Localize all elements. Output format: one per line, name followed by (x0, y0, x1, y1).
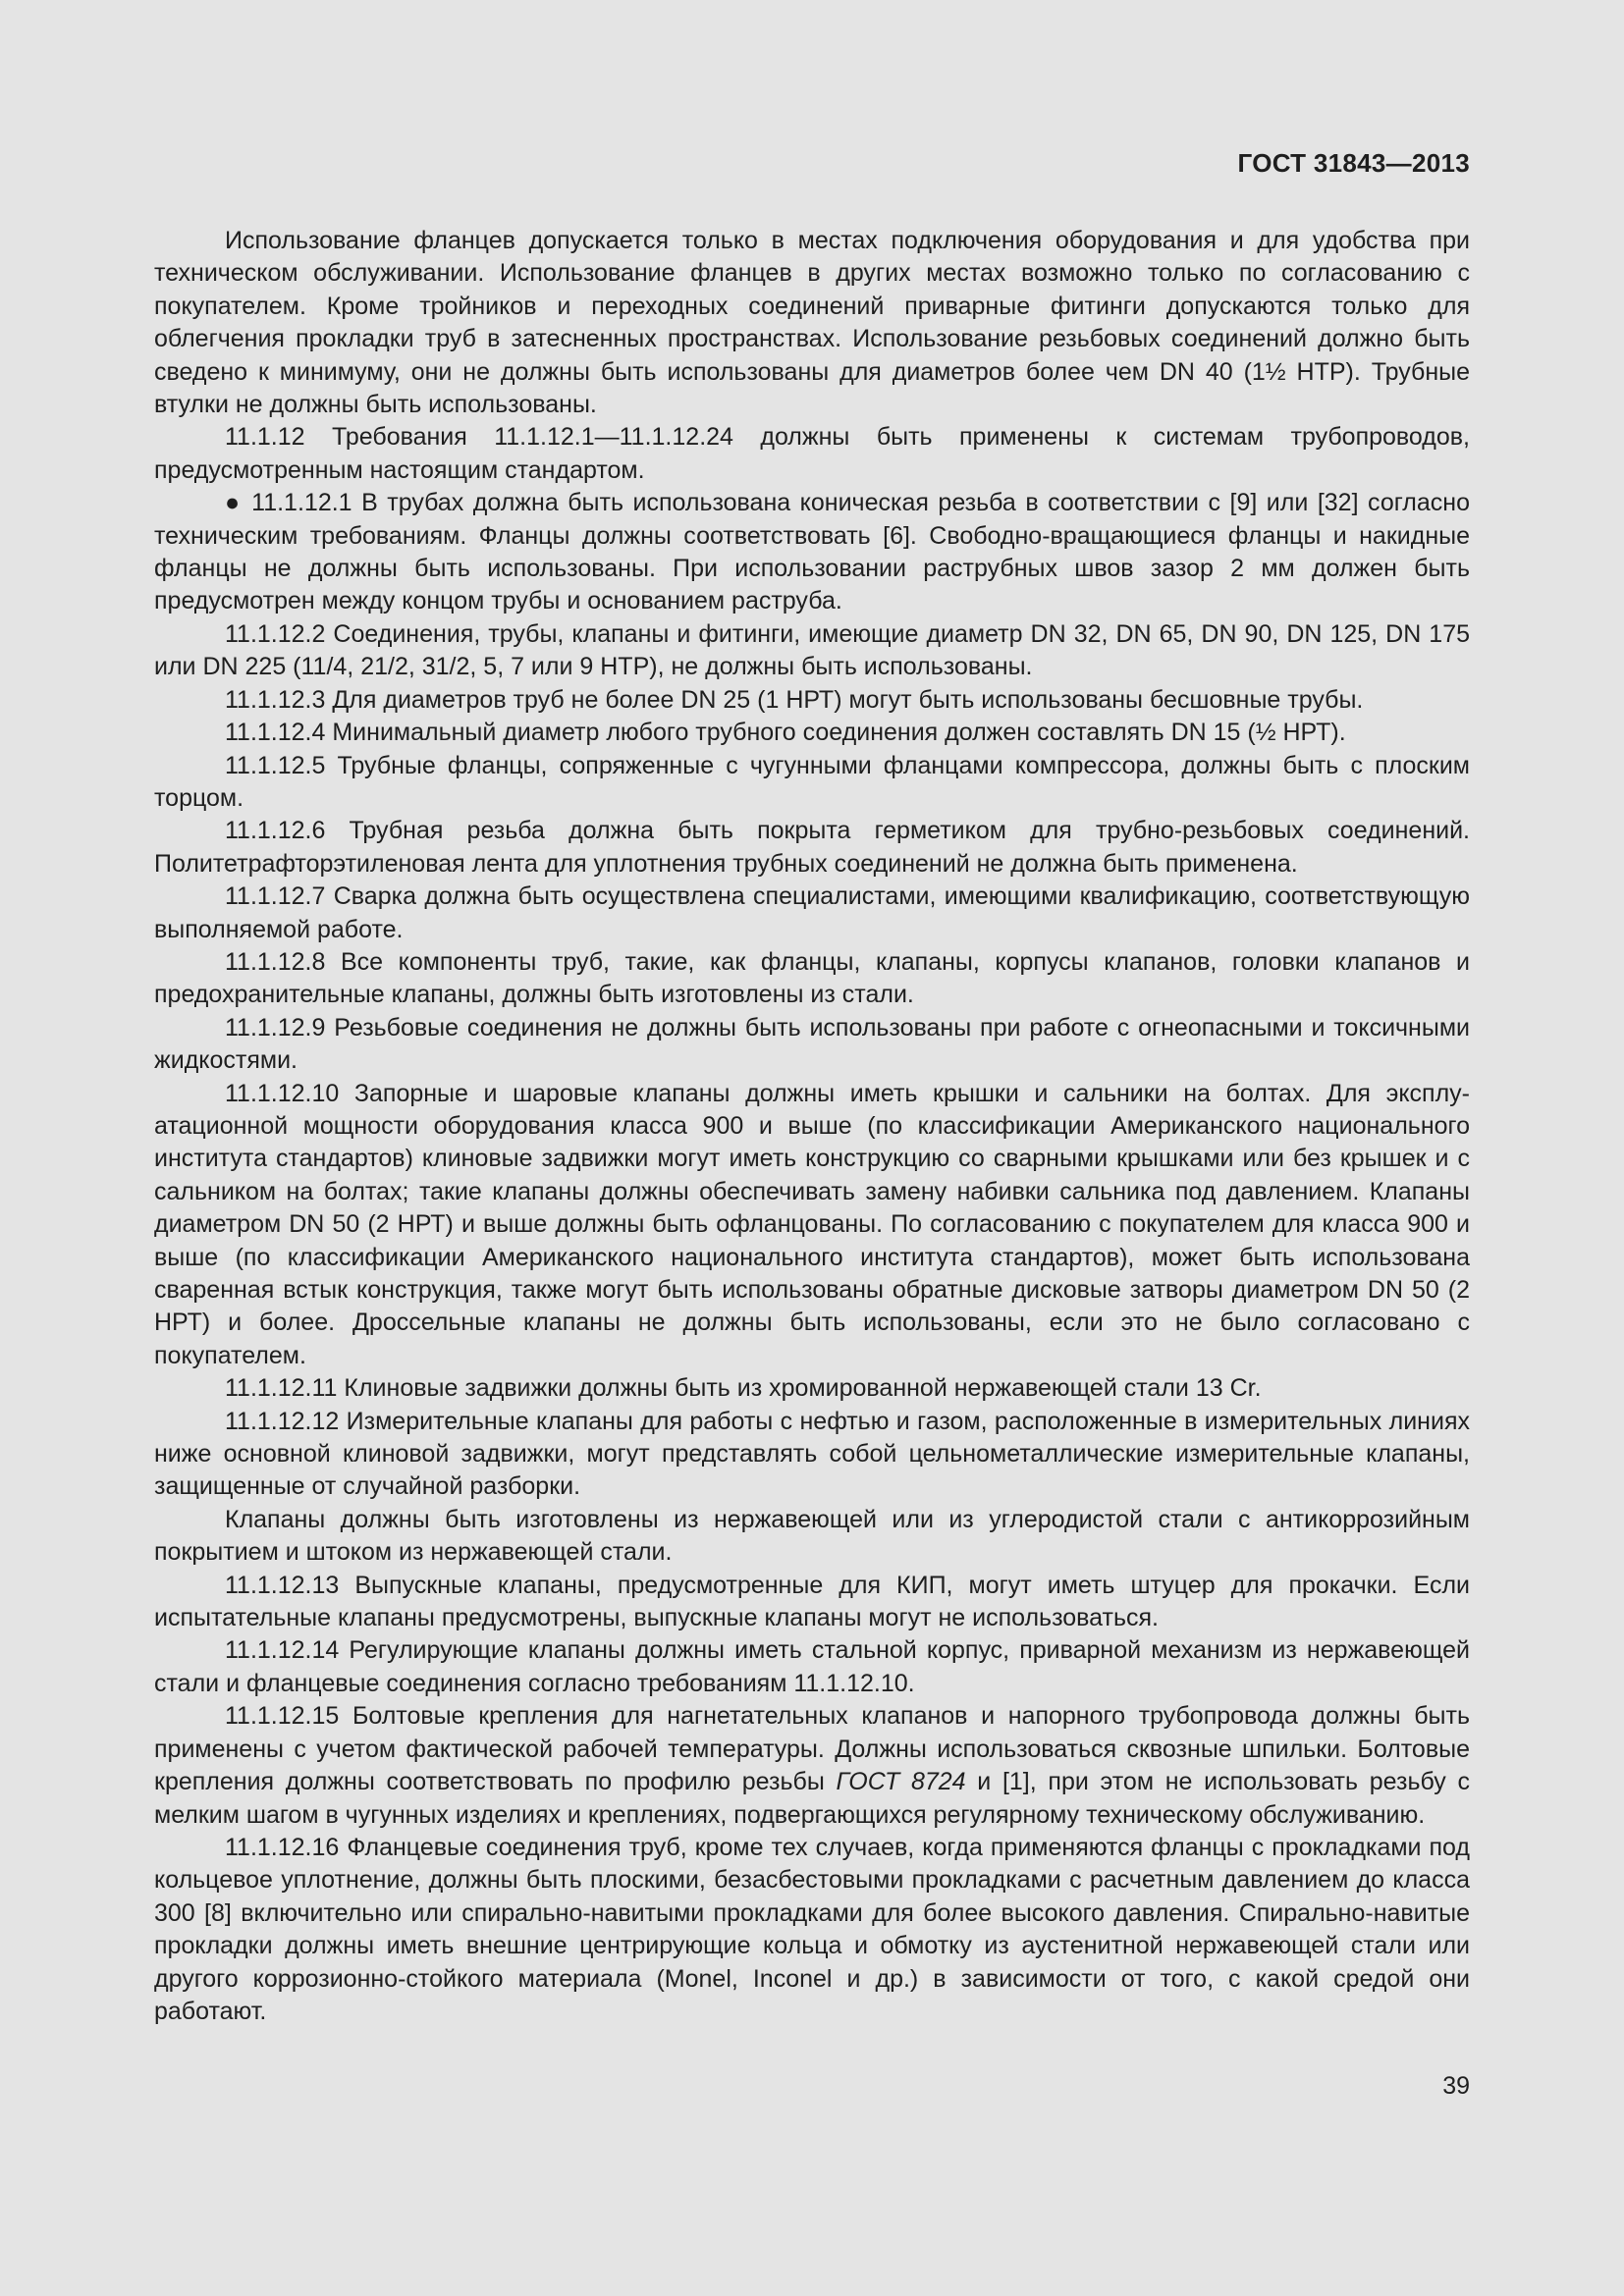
paragraph-11-1-12-3: 11.1.12.3 Для диаметров труб не более DN 25 (1 НРТ) могут быть использованы бесшовные трубы. (225, 685, 1364, 714)
paragraph-11-1-12-7: 11.1.12.7 Сварка должна быть осуществлена специалистами, имеющими квалификацию, соответствующую выполняемой работе. (154, 882, 1470, 943)
paragraph-11-1-12-15-text-start: 11.1.12.15 Болтовые крепления для нагнетательных клапанов и напорного трубопровода должны быть применены с учетом фактической рабочей температуры. Должны использоваться сквозные шпильки. Болтовые крепления должны соответствовать по профилю резьбы (154, 1702, 1470, 1796)
paragraph-11-1-12-5: 11.1.12.5 Трубные фланцы, сопряженные с чугунными фланцами компрессора, должны быть с плоским торцом. (154, 751, 1470, 812)
paragraph-11-1-12-1: ● 11.1.12.1 В трубах должна быть использована коническая резьба в соответствии с [9] или [32] согласно техническим требованиям. Фланцы должны соответствовать [6]. Свободно-вращающиеся фланцы и накидные фланцы не должны быть использованы. При использовании раструбных швов зазор 2 мм должен быть предусмотрен между концом трубы и основанием раструба. (154, 489, 1470, 615)
paragraph-11-1-12-4: 11.1.12.4 Минимальный диаметр любого трубного соединения должен составлять DN 15 (½ НРТ). (225, 719, 1346, 747)
paragraph-11-1-12-15-text-end: и [1], при этом не использовать резьбу с мелким шагом в чугунных изделиях и креплениях, подвергающихся регулярному техническому обслуживанию. (154, 1768, 1470, 1829)
document-body (154, 225, 1470, 2028)
page-number: 39 (1442, 2072, 1470, 2100)
paragraph-11-1-12-14: 11.1.12.14 Регулирующие клапаны должны иметь стальной корпус, приварной механизм из нержавеющей стали и фланцевые соединения согласно требованиям 11.1.12.10. (154, 1636, 1470, 1697)
paragraph-valve-materials: Клапаны должны быть изготовлены из нержавеющей или из углеродистой стали с антикоррозийным покрытием и штоком из нержавеющей стали. (154, 1505, 1470, 1567)
paragraph-11-1-12-9: 11.1.12.9 Резьбовые соединения не должны быть использованы при работе с огнеопасными и токсичными жидкостями. (154, 1013, 1470, 1075)
paragraph-11-1-12: 11.1.12 Требования 11.1.12.1—11.1.12.24 должны быть применены к системам трубопроводов, предусмотренным настоящим стандартом. (154, 423, 1470, 484)
paragraph-11-1-12-15 (154, 1700, 1470, 1832)
paragraph-11-1-12-11: 11.1.12.11 Клиновые задвижки должны быть из хромированной нержавеющей стали 13 Cr. (225, 1374, 1262, 1403)
document-code-header: ГОСТ 31843—2013 (1237, 148, 1470, 178)
paragraph-11-1-12-13: 11.1.12.13 Выпускные клапаны, предусмотренные для КИП, могут иметь штуцер для прокачки. Если испытательные клапаны предусмотрены, выпускные клапаны могут не использоваться. (154, 1571, 1470, 1632)
paragraph-flanges-usage: Использование фланцев допускается только в местах подключения оборудования и для удобства при техническом обслуживании. Использование фланцев в других местах возможно только по согласованию с покупателем. Кроме тройников и переходных соединений приварные фитинги допускаются только для облегчения прокладки труб в затесненных пространствах. Использование резьбовых соединений должно быть сведено к минимуму, они не должны быть использованы для диаметров более чем DN 40 (1½ НТР). Трубные втулки не должны быть использованы. (154, 227, 1470, 419)
gost-8724-reference: ГОСТ 8724 (836, 1768, 966, 1796)
paragraph-11-1-12-8: 11.1.12.8 Все компоненты труб, такие, как фланцы, клапаны, корпусы клапанов, головки клапанов и предохранительные клапаны, должны быть изготовлены из стали. (154, 947, 1470, 1009)
paragraph-11-1-12-6: 11.1.12.6 Трубная резьба должна быть покрыта герметиком для трубно-резьбовых соединений. Политетрафторэтиленовая лента для уплотнения трубных соединений не должна быть применена. (154, 817, 1470, 878)
paragraph-11-1-12-16: 11.1.12.16 Фланцевые соединения труб, кроме тех случаев, когда применяются фланцы с прокладками под кольцевое уплотнение, должны быть плоскими, безасбестовыми прокладками с расчетным давлением до класса 300 [8] включительно или спирально-навитыми прокладками для более высокого давления. Спирально-навитые прокладки должны иметь внешние центрирующие кольца и обмотку из аустенитной нержавеющей стали или другого коррозионно-стойкого материала (Monel, Inconel и др.) в зависимости от того, с какой средой они работают. (154, 1833, 1470, 2025)
paragraph-11-1-12-10: 11.1.12.10 Запорные и шаровые клапаны должны иметь крышки и сальники на болтах. Для эксплуатационной мощности оборудования класса 900 и выше (по классификации Американского национального института стандартов) клиновые задвижки могут иметь конструкцию со сварными крышками или без крышек и с сальником на болтах; такие клапаны должны обеспечивать замену набивки сальника под давлением. Клапаны диаметром DN 50 (2 НРТ) и выше должны быть офланцованы. По согласованию с покупателем для класса 900 и выше (по классификации Американского национального института стандартов), может быть использована сваренная встык конструкция, также могут быть использованы обратные дисковые затворы диаметром DN 50 (2 НРТ) и более. Дроссельные клапаны не должны быть использованы, если это не было согласовано с покупателем. (154, 1079, 1470, 1369)
paragraph-11-1-12-2: 11.1.12.2 Соединения, трубы, клапаны и фитинги, имеющие диаметр DN 32, DN 65, DN 90, DN 125, DN 175 или DN 225 (11/4, 21/2, 31/2, 5, 7 или 9 НТР), не должны быть использованы. (154, 619, 1470, 681)
paragraph-11-1-12-12: 11.1.12.12 Измерительные клапаны для работы с нефтью и газом, расположенные в измерительных линиях ниже основной клиновой задвижки, могут представлять собой цельнометаллические измерительные клапаны, защищенные от случайной разборки. (154, 1407, 1470, 1501)
